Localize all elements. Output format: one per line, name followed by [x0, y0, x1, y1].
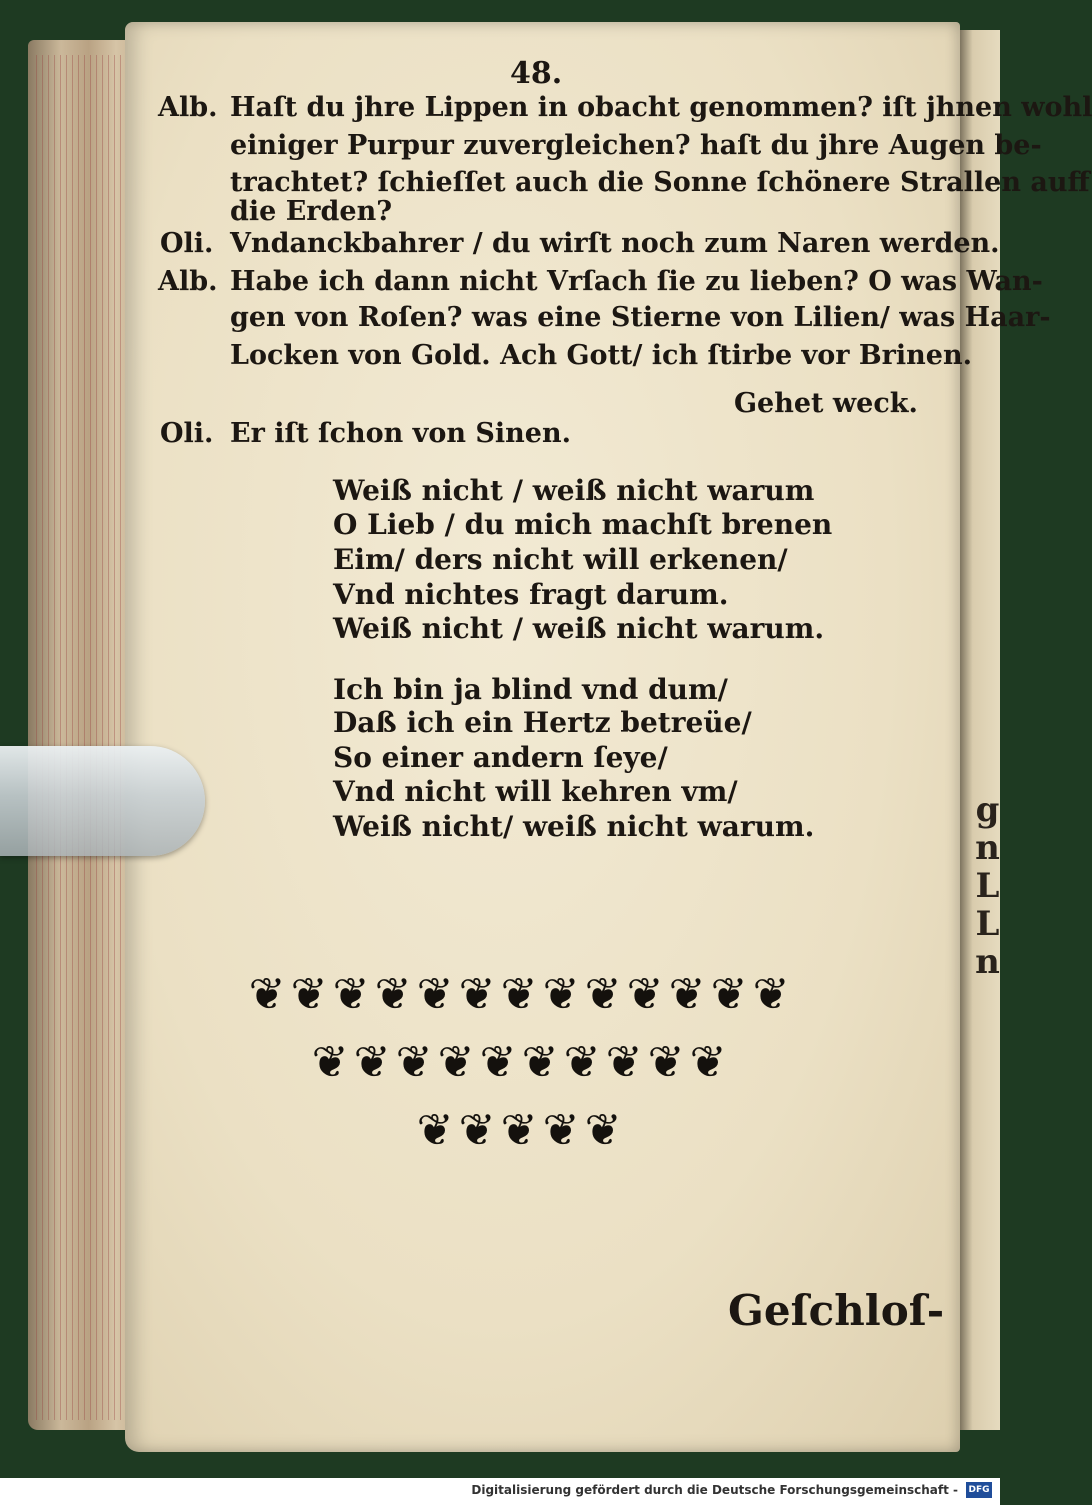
footer-credit: Digitalisierung gefördert durch die Deutsche Forschungsgemeinschaft - — [471, 1483, 958, 1497]
text-line: Er iſt ſchon von Sinen. — [230, 418, 571, 449]
verse-line: Weiß nicht / weiß nicht warum. — [333, 612, 825, 645]
speaker-label: Oli. — [160, 418, 214, 449]
text-line: Habe ich dann nicht Vrſach ſie zu lieben? O was Wan- — [230, 266, 1043, 297]
ornament-row-bottom — [414, 1105, 624, 1156]
fleuron-icon: ❦ — [584, 969, 622, 1020]
fleuron-icon: ❦ — [647, 1037, 685, 1088]
text-line: Haſt du jhre Lippen in obacht genommen? iſt jhnen wohl — [230, 92, 1092, 123]
fleuron-icon: ❦ — [710, 969, 748, 1020]
text-line: die Erden? — [230, 196, 393, 227]
text-line: trachtet? ſchieſſet auch die Sonne ſchönere Strallen auff — [230, 167, 1090, 198]
fleuron-icon: ❦ — [416, 1105, 454, 1156]
fleuron-icon: ❦ — [605, 1037, 643, 1088]
fleuron-icon: ❦ — [500, 1105, 538, 1156]
verse-line: So einer andern ſeye/ — [333, 741, 668, 774]
fleuron-icon: ❦ — [521, 1037, 559, 1088]
fleuron-icon: ❦ — [374, 969, 412, 1020]
text-line: einiger Purpur zuvergleichen? haſt du jhre Augen be- — [230, 130, 1042, 161]
speaker-label: Oli. — [160, 228, 214, 259]
fleuron-icon: ❦ — [353, 1037, 391, 1088]
ornament-row-middle — [309, 1037, 729, 1088]
fleuron-icon: ❦ — [458, 1105, 496, 1156]
verse-line: Weiß nicht/ weiß nicht warum. — [333, 810, 815, 843]
dfg-logo-icon: DFG — [966, 1482, 992, 1498]
fleuron-icon: ❦ — [563, 1037, 601, 1088]
fleuron-icon: ❦ — [542, 1105, 580, 1156]
speaker-label: Alb. — [158, 266, 218, 297]
fleuron-icon: ❦ — [626, 969, 664, 1020]
fleuron-icon: ❦ — [500, 969, 538, 1020]
glass-page-clip — [0, 746, 205, 856]
facing-page-letter: g — [975, 790, 1000, 830]
fleuron-icon: ❦ — [437, 1037, 475, 1088]
fleuron-icon: ❦ — [479, 1037, 517, 1088]
verse-line: Eim/ ders nicht will erkenen/ — [333, 543, 788, 576]
text-line: Locken von Gold. Ach Gott/ ich ſtirbe vor Brinen. — [230, 340, 972, 371]
facing-page-letter: L — [975, 904, 1000, 944]
fleuron-icon: ❦ — [290, 969, 328, 1020]
page-number: 48. — [510, 56, 563, 91]
fleuron-icon: ❦ — [416, 969, 454, 1020]
fleuron-icon: ❦ — [542, 969, 580, 1020]
facing-page-letter: L — [975, 866, 1000, 906]
text-line: gen von Roſen? was eine Stierne von Lilien/ was Haar- — [230, 302, 1051, 333]
fleuron-icon: ❦ — [689, 1037, 727, 1088]
fleuron-icon: ❦ — [395, 1037, 433, 1088]
fleuron-icon: ❦ — [584, 1105, 622, 1156]
verse-line: Vnd nicht will kehren vm/ — [333, 775, 738, 808]
catchword: Geſchloſ- — [728, 1286, 945, 1335]
facing-page-letter: n — [975, 942, 1000, 982]
verse-line: O Lieb / du mich machſt brenen — [333, 508, 833, 541]
fleuron-icon: ❦ — [311, 1037, 349, 1088]
fleuron-icon: ❦ — [458, 969, 496, 1020]
page-edge-texture — [36, 55, 131, 1420]
text-line: Vndanckbahrer / du wirſt noch zum Naren werden. — [230, 228, 1000, 259]
verse-line: Ich bin ja blind vnd dum/ — [333, 673, 728, 706]
fleuron-icon: ❦ — [668, 969, 706, 1020]
fleuron-icon: ❦ — [752, 969, 790, 1020]
fleuron-icon: ❦ — [248, 969, 286, 1020]
ornament-row-top — [246, 969, 792, 1020]
facing-page-letter: n — [975, 828, 1000, 868]
fleuron-icon: ❦ — [332, 969, 370, 1020]
verse-line: Daß ich ein Hertz betreüe/ — [333, 706, 752, 739]
verse-line: Weiß nicht / weiß nicht warum — [333, 474, 815, 507]
stage-direction: Gehet weck. — [734, 388, 918, 419]
speaker-label: Alb. — [158, 92, 218, 123]
verse-line: Vnd nichtes fragt darum. — [333, 578, 729, 611]
